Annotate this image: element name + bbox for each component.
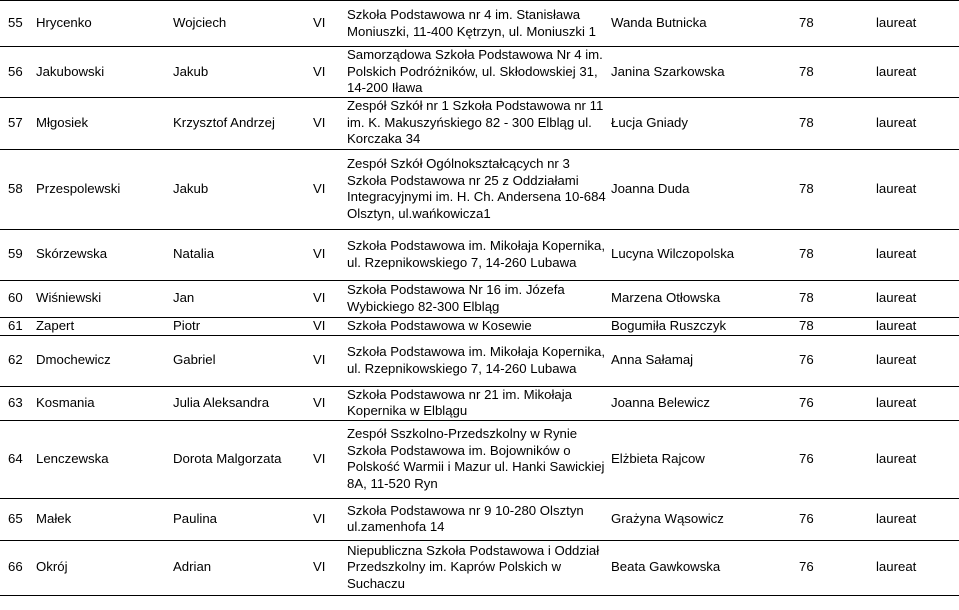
school-cell: Zespół Sszkolno-Przedszkolny w Rynie Szkoła Podstawowa im. Bojowników o Polskość Warmii i Mazur ul. Hanki Sawickiej 8A, 11-520 Ryn bbox=[347, 426, 605, 491]
firstname-cell: Dorota Malgorzata bbox=[173, 450, 282, 466]
firstname-cell: Gabriel bbox=[173, 352, 216, 368]
class-cell: VI bbox=[313, 394, 326, 410]
table-row bbox=[0, 47, 959, 98]
score-cell: 76 bbox=[799, 510, 814, 526]
class-cell: VI bbox=[313, 246, 326, 262]
table-row bbox=[0, 420, 959, 498]
class-cell: VI bbox=[313, 559, 326, 575]
teacher-cell: Wanda Butnicka bbox=[611, 15, 707, 31]
teacher-cell: Łucja Gniady bbox=[611, 114, 688, 130]
result-cell: laureat bbox=[876, 15, 917, 31]
school-cell: Szkoła Podstawowa nr 9 10-280 Olsztyn ul.zamenhofa 14 bbox=[347, 502, 584, 534]
row-number: 63 bbox=[8, 394, 23, 410]
row-number: 66 bbox=[8, 559, 23, 575]
firstname-cell: Krzysztof Andrzej bbox=[173, 114, 275, 130]
surname-cell: Zapert bbox=[36, 317, 75, 333]
surname-cell: Jakubowski bbox=[36, 63, 105, 79]
row-number: 57 bbox=[8, 114, 23, 130]
table-row bbox=[0, 1, 959, 47]
result-cell: laureat bbox=[876, 290, 917, 306]
teacher-cell: Anna Sałamaj bbox=[611, 352, 694, 368]
table-row bbox=[0, 386, 959, 420]
score-cell: 76 bbox=[799, 559, 814, 575]
class-cell: VI bbox=[313, 15, 326, 31]
school-cell: Szkoła Podstawowa w Kosewie bbox=[347, 317, 532, 333]
table-row bbox=[0, 149, 959, 229]
school-cell: Zespół Szkół nr 1 Szkoła Podstawowa nr 11 im. K. Makuszyńskiego 82 - 300 Elbląg ul. Korczaka 34 bbox=[347, 98, 604, 147]
school-cell: Szkoła Podstawowa im. Mikołaja Kopernika, ul. Rzepnikowskiego 7, 14-260 Lubawa bbox=[347, 344, 606, 376]
score-cell: 78 bbox=[799, 246, 814, 262]
result-cell: laureat bbox=[876, 559, 917, 575]
school-cell: Zespół Szkół Ogólnokształcących nr 3 Szkoła Podstawowa nr 25 z Oddziałami Integracyjnymi im. H. Ch. Andersena 10-684 Olsztyn, ul.wańkowicza1 bbox=[347, 156, 606, 221]
surname-cell: Małek bbox=[36, 510, 72, 526]
teacher-cell: Lucyna Wilczopolska bbox=[611, 246, 735, 262]
firstname-cell: Wojciech bbox=[173, 15, 227, 31]
class-cell: VI bbox=[313, 290, 326, 306]
row-number: 62 bbox=[8, 352, 23, 368]
result-cell: laureat bbox=[876, 317, 917, 333]
class-cell: VI bbox=[313, 180, 326, 196]
firstname-cell: Julia Aleksandra bbox=[173, 394, 270, 410]
surname-cell: Skórzewska bbox=[36, 246, 108, 262]
result-cell: laureat bbox=[876, 510, 917, 526]
school-cell: Szkoła Podstawowa nr 21 im. Mikołaja Kopernika w Elblągu bbox=[347, 386, 573, 418]
score-cell: 76 bbox=[799, 450, 814, 466]
row-number: 58 bbox=[8, 180, 23, 196]
firstname-cell: Natalia bbox=[173, 246, 215, 262]
class-cell: VI bbox=[313, 352, 326, 368]
firstname-cell: Jakub bbox=[173, 180, 209, 196]
surname-cell: Przespolewski bbox=[36, 180, 121, 196]
row-number: 60 bbox=[8, 290, 23, 306]
result-cell: laureat bbox=[876, 114, 917, 130]
surname-cell: Hrycenko bbox=[36, 15, 92, 31]
firstname-cell: Adrian bbox=[173, 559, 212, 575]
result-cell: laureat bbox=[876, 246, 917, 262]
score-cell: 78 bbox=[799, 180, 814, 196]
teacher-cell: Bogumiła Ruszczyk bbox=[611, 317, 727, 333]
table-row bbox=[0, 317, 959, 335]
row-number: 61 bbox=[8, 317, 23, 333]
row-number: 64 bbox=[8, 450, 23, 466]
row-number: 65 bbox=[8, 510, 23, 526]
result-cell: laureat bbox=[876, 450, 917, 466]
firstname-cell: Paulina bbox=[173, 510, 217, 526]
firstname-cell: Piotr bbox=[173, 317, 201, 333]
firstname-cell: Jan bbox=[173, 290, 195, 306]
score-cell: 78 bbox=[799, 114, 814, 130]
result-cell: laureat bbox=[876, 394, 917, 410]
result-cell: laureat bbox=[876, 352, 917, 368]
row-number: 56 bbox=[8, 63, 23, 79]
class-cell: VI bbox=[313, 510, 326, 526]
class-cell: VI bbox=[313, 450, 326, 466]
result-cell: laureat bbox=[876, 180, 917, 196]
table-row bbox=[0, 280, 959, 317]
school-cell: Szkoła Podstawowa im. Mikołaja Kopernika, ul. Rzepnikowskiego 7, 14-260 Lubawa bbox=[347, 238, 606, 270]
class-cell: VI bbox=[313, 114, 326, 130]
surname-cell: Kosmania bbox=[36, 394, 95, 410]
school-cell: Szkoła Podstawowa Nr 16 im. Józefa Wybickiego 82-300 Elbląg bbox=[347, 282, 565, 314]
class-cell: VI bbox=[313, 317, 326, 333]
firstname-cell: Jakub bbox=[173, 63, 209, 79]
teacher-cell: Elżbieta Rajcow bbox=[611, 450, 705, 466]
score-cell: 76 bbox=[799, 352, 814, 368]
table-row bbox=[0, 498, 959, 540]
score-cell: 78 bbox=[799, 290, 814, 306]
row-number: 59 bbox=[8, 246, 23, 262]
teacher-cell: Marzena Otłowska bbox=[611, 290, 721, 306]
score-cell: 76 bbox=[799, 394, 814, 410]
surname-cell: Wiśniewski bbox=[36, 290, 102, 306]
score-cell: 78 bbox=[799, 15, 814, 31]
table-row bbox=[0, 229, 959, 280]
score-cell: 78 bbox=[799, 317, 814, 333]
school-cell: Niepubliczna Szkoła Podstawowa i Oddział Przedszkolny im. Kaprów Polskich w Suchaczu bbox=[347, 542, 600, 591]
class-cell: VI bbox=[313, 63, 326, 79]
surname-cell: Okrój bbox=[36, 559, 68, 575]
school-cell: Szkoła Podstawowa nr 4 im. Stanisława Moniuszki, 11-400 Kętrzyn, ul. Moniuszki 1 bbox=[347, 7, 596, 39]
result-cell: laureat bbox=[876, 63, 917, 79]
teacher-cell: Janina Szarkowska bbox=[611, 63, 725, 79]
table-row bbox=[0, 540, 959, 595]
surname-cell: Lenczewska bbox=[36, 450, 109, 466]
teacher-cell: Beata Gawkowska bbox=[611, 559, 721, 575]
table-row bbox=[0, 97, 959, 149]
teacher-cell: Grażyna Wąsowicz bbox=[611, 510, 724, 526]
teacher-cell: Joanna Duda bbox=[611, 180, 690, 196]
surname-cell: Dmochewicz bbox=[36, 352, 111, 368]
table-row bbox=[0, 335, 959, 386]
teacher-cell: Joanna Belewicz bbox=[611, 394, 710, 410]
row-number: 55 bbox=[8, 15, 23, 31]
surname-cell: Młgosiek bbox=[36, 114, 89, 130]
score-cell: 78 bbox=[799, 63, 814, 79]
school-cell: Samorządowa Szkoła Podstawowa Nr 4 im. Polskich Podróżników, ul. Skłodowskiej 31, 14-200 Iława bbox=[347, 47, 603, 95]
